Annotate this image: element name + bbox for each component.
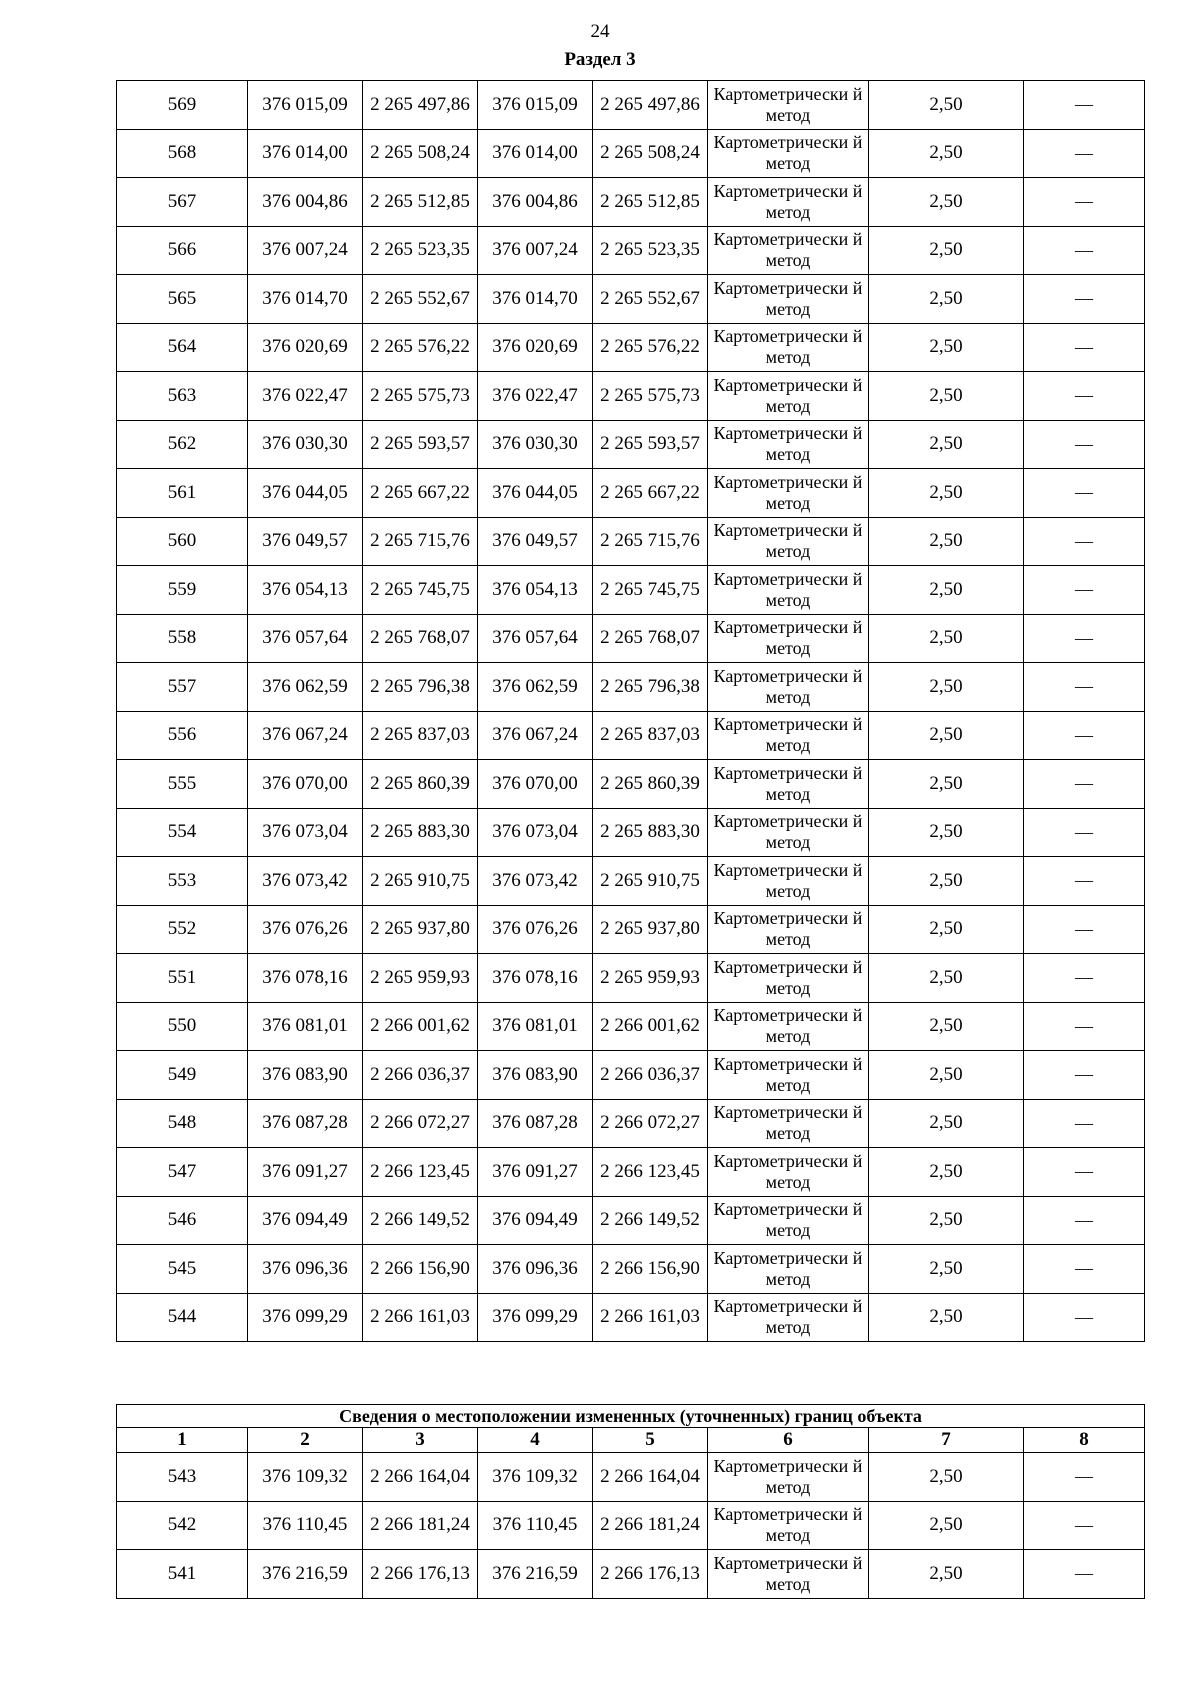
x-old-cell: 376 096,36 bbox=[248, 1245, 363, 1294]
point-number-cell: 547 bbox=[117, 1148, 248, 1197]
method-cell: Картометрически й метод bbox=[708, 1453, 869, 1502]
y-new-cell: 2 266 001,62 bbox=[593, 1002, 708, 1051]
x-old-cell: 376 062,59 bbox=[248, 663, 363, 712]
point-number-cell: 560 bbox=[117, 517, 248, 566]
table-row bbox=[117, 81, 1145, 130]
y-old-cell: 2 265 937,80 bbox=[363, 905, 478, 954]
x-new-cell: 376 070,00 bbox=[478, 760, 593, 809]
y-new-cell: 2 266 164,04 bbox=[593, 1453, 708, 1502]
accuracy-cell: 2,50 bbox=[869, 1293, 1024, 1342]
y-new-cell: 2 265 593,57 bbox=[593, 420, 708, 469]
x-new-cell: 376 014,00 bbox=[478, 129, 593, 178]
method-cell: Картометрически й метод bbox=[708, 1245, 869, 1294]
y-new-cell: 2 266 176,13 bbox=[593, 1550, 708, 1599]
table-row bbox=[117, 760, 1145, 809]
description-cell: — bbox=[1024, 1002, 1145, 1051]
table-row bbox=[117, 663, 1145, 712]
accuracy-cell: 2,50 bbox=[869, 1501, 1024, 1550]
point-number-cell: 569 bbox=[117, 81, 248, 130]
y-old-cell: 2 265 768,07 bbox=[363, 614, 478, 663]
point-number-cell: 545 bbox=[117, 1245, 248, 1294]
column-header: 5 bbox=[593, 1428, 708, 1453]
description-cell: — bbox=[1024, 226, 1145, 275]
point-number-cell: 550 bbox=[117, 1002, 248, 1051]
y-old-cell: 2 266 164,04 bbox=[363, 1453, 478, 1502]
x-new-cell: 376 020,69 bbox=[478, 323, 593, 372]
y-old-cell: 2 265 745,75 bbox=[363, 566, 478, 615]
y-old-cell: 2 265 796,38 bbox=[363, 663, 478, 712]
x-old-cell: 376 007,24 bbox=[248, 226, 363, 275]
table-row bbox=[117, 1002, 1145, 1051]
description-cell: — bbox=[1024, 1293, 1145, 1342]
accuracy-cell: 2,50 bbox=[869, 566, 1024, 615]
point-number-cell: 556 bbox=[117, 711, 248, 760]
method-cell: Картометрически й метод bbox=[708, 226, 869, 275]
page-number: 24 bbox=[590, 21, 610, 42]
x-new-cell: 376 073,04 bbox=[478, 808, 593, 857]
y-old-cell: 2 265 910,75 bbox=[363, 857, 478, 906]
method-cell: Картометрически й метод bbox=[708, 566, 869, 615]
x-old-cell: 376 022,47 bbox=[248, 372, 363, 421]
table-row bbox=[117, 905, 1145, 954]
accuracy-cell: 2,50 bbox=[869, 760, 1024, 809]
x-old-cell: 376 094,49 bbox=[248, 1196, 363, 1245]
y-old-cell: 2 265 576,22 bbox=[363, 323, 478, 372]
point-number-cell: 549 bbox=[117, 1051, 248, 1100]
column-header: 6 bbox=[708, 1428, 869, 1453]
y-old-cell: 2 265 715,76 bbox=[363, 517, 478, 566]
column-header: 2 bbox=[248, 1428, 363, 1453]
x-old-cell: 376 076,26 bbox=[248, 905, 363, 954]
y-new-cell: 2 265 523,35 bbox=[593, 226, 708, 275]
table-row bbox=[117, 178, 1145, 227]
method-cell: Картометрически й метод bbox=[708, 469, 869, 518]
accuracy-cell: 2,50 bbox=[869, 1002, 1024, 1051]
x-old-cell: 376 030,30 bbox=[248, 420, 363, 469]
y-new-cell: 2 266 072,27 bbox=[593, 1099, 708, 1148]
method-cell: Картометрически й метод bbox=[708, 614, 869, 663]
x-old-cell: 376 110,45 bbox=[248, 1501, 363, 1550]
y-old-cell: 2 266 123,45 bbox=[363, 1148, 478, 1197]
description-cell: — bbox=[1024, 129, 1145, 178]
y-new-cell: 2 265 837,03 bbox=[593, 711, 708, 760]
point-number-cell: 542 bbox=[117, 1501, 248, 1550]
table-row bbox=[117, 808, 1145, 857]
y-new-cell: 2 265 745,75 bbox=[593, 566, 708, 615]
accuracy-cell: 2,50 bbox=[869, 372, 1024, 421]
description-cell: — bbox=[1024, 711, 1145, 760]
x-new-cell: 376 078,16 bbox=[478, 954, 593, 1003]
description-cell: — bbox=[1024, 372, 1145, 421]
x-new-cell: 376 081,01 bbox=[478, 1002, 593, 1051]
x-old-cell: 376 087,28 bbox=[248, 1099, 363, 1148]
x-new-cell: 376 015,09 bbox=[478, 81, 593, 130]
x-old-cell: 376 057,64 bbox=[248, 614, 363, 663]
table-row bbox=[117, 1453, 1145, 1502]
y-old-cell: 2 265 883,30 bbox=[363, 808, 478, 857]
accuracy-cell: 2,50 bbox=[869, 808, 1024, 857]
description-cell: — bbox=[1024, 178, 1145, 227]
y-new-cell: 2 265 959,93 bbox=[593, 954, 708, 1003]
method-cell: Картометрически й метод bbox=[708, 808, 869, 857]
table-row bbox=[117, 1550, 1145, 1599]
point-number-cell: 554 bbox=[117, 808, 248, 857]
x-new-cell: 376 062,59 bbox=[478, 663, 593, 712]
y-new-cell: 2 265 860,39 bbox=[593, 760, 708, 809]
method-cell: Картометрически й метод bbox=[708, 81, 869, 130]
x-old-cell: 376 044,05 bbox=[248, 469, 363, 518]
point-number-cell: 568 bbox=[117, 129, 248, 178]
x-new-cell: 376 091,27 bbox=[478, 1148, 593, 1197]
method-cell: Картометрически й метод bbox=[708, 1051, 869, 1100]
method-cell: Картометрически й метод bbox=[708, 711, 869, 760]
y-new-cell: 2 266 149,52 bbox=[593, 1196, 708, 1245]
accuracy-cell: 2,50 bbox=[869, 469, 1024, 518]
x-old-cell: 376 109,32 bbox=[248, 1453, 363, 1502]
y-new-cell: 2 265 796,38 bbox=[593, 663, 708, 712]
accuracy-cell: 2,50 bbox=[869, 129, 1024, 178]
y-old-cell: 2 266 036,37 bbox=[363, 1051, 478, 1100]
column-header: 8 bbox=[1024, 1428, 1145, 1453]
method-cell: Картометрически й метод bbox=[708, 1293, 869, 1342]
table-header-row bbox=[117, 1428, 1145, 1453]
y-new-cell: 2 265 883,30 bbox=[593, 808, 708, 857]
table-row bbox=[117, 1501, 1145, 1550]
point-number-cell: 562 bbox=[117, 420, 248, 469]
description-cell: — bbox=[1024, 857, 1145, 906]
method-cell: Картометрически й метод bbox=[708, 760, 869, 809]
accuracy-cell: 2,50 bbox=[869, 663, 1024, 712]
description-cell: — bbox=[1024, 275, 1145, 324]
description-cell: — bbox=[1024, 1501, 1145, 1550]
column-header: 4 bbox=[478, 1428, 593, 1453]
x-old-cell: 376 067,24 bbox=[248, 711, 363, 760]
x-old-cell: 376 091,27 bbox=[248, 1148, 363, 1197]
y-old-cell: 2 265 959,93 bbox=[363, 954, 478, 1003]
table-row bbox=[117, 372, 1145, 421]
accuracy-cell: 2,50 bbox=[869, 420, 1024, 469]
x-old-cell: 376 015,09 bbox=[248, 81, 363, 130]
point-number-cell: 555 bbox=[117, 760, 248, 809]
y-new-cell: 2 266 181,24 bbox=[593, 1501, 708, 1550]
x-new-cell: 376 057,64 bbox=[478, 614, 593, 663]
x-new-cell: 376 216,59 bbox=[478, 1550, 593, 1599]
accuracy-cell: 2,50 bbox=[869, 178, 1024, 227]
method-cell: Картометрически й метод bbox=[708, 905, 869, 954]
x-new-cell: 376 044,05 bbox=[478, 469, 593, 518]
y-old-cell: 2 265 667,22 bbox=[363, 469, 478, 518]
y-new-cell: 2 266 161,03 bbox=[593, 1293, 708, 1342]
x-new-cell: 376 109,32 bbox=[478, 1453, 593, 1502]
description-cell: — bbox=[1024, 1148, 1145, 1197]
x-old-cell: 376 054,13 bbox=[248, 566, 363, 615]
y-old-cell: 2 266 161,03 bbox=[363, 1293, 478, 1342]
point-number-cell: 558 bbox=[117, 614, 248, 663]
description-cell: — bbox=[1024, 469, 1145, 518]
y-new-cell: 2 265 512,85 bbox=[593, 178, 708, 227]
table-row bbox=[117, 323, 1145, 372]
accuracy-cell: 2,50 bbox=[869, 275, 1024, 324]
method-cell: Картометрически й метод bbox=[708, 1550, 869, 1599]
method-cell: Картометрически й метод bbox=[708, 1099, 869, 1148]
point-number-cell: 557 bbox=[117, 663, 248, 712]
y-new-cell: 2 265 715,76 bbox=[593, 517, 708, 566]
description-cell: — bbox=[1024, 760, 1145, 809]
y-old-cell: 2 266 001,62 bbox=[363, 1002, 478, 1051]
table-row bbox=[117, 1245, 1145, 1294]
x-new-cell: 376 067,24 bbox=[478, 711, 593, 760]
x-new-cell: 376 083,90 bbox=[478, 1051, 593, 1100]
description-cell: — bbox=[1024, 420, 1145, 469]
method-cell: Картометрически й метод bbox=[708, 1501, 869, 1550]
table-caption: Сведения о местоположении измененных (уточненных) границ объекта bbox=[117, 1405, 1145, 1428]
method-cell: Картометрически й метод bbox=[708, 129, 869, 178]
description-cell: — bbox=[1024, 1051, 1145, 1100]
coordinates-table-bottom bbox=[116, 1404, 1145, 1599]
y-new-cell: 2 266 036,37 bbox=[593, 1051, 708, 1100]
y-new-cell: 2 265 910,75 bbox=[593, 857, 708, 906]
accuracy-cell: 2,50 bbox=[869, 1099, 1024, 1148]
x-new-cell: 376 014,70 bbox=[478, 275, 593, 324]
point-number-cell: 567 bbox=[117, 178, 248, 227]
accuracy-cell: 2,50 bbox=[869, 1051, 1024, 1100]
method-cell: Картометрически й метод bbox=[708, 275, 869, 324]
section-title: Раздел 3 bbox=[564, 49, 636, 70]
x-old-cell: 376 073,04 bbox=[248, 808, 363, 857]
table-caption-row bbox=[117, 1405, 1145, 1428]
y-old-cell: 2 265 860,39 bbox=[363, 760, 478, 809]
x-old-cell: 376 014,00 bbox=[248, 129, 363, 178]
accuracy-cell: 2,50 bbox=[869, 1245, 1024, 1294]
y-new-cell: 2 265 552,67 bbox=[593, 275, 708, 324]
point-number-cell: 563 bbox=[117, 372, 248, 421]
x-new-cell: 376 030,30 bbox=[478, 420, 593, 469]
description-cell: — bbox=[1024, 517, 1145, 566]
x-new-cell: 376 007,24 bbox=[478, 226, 593, 275]
method-cell: Картометрически й метод bbox=[708, 1148, 869, 1197]
x-old-cell: 376 014,70 bbox=[248, 275, 363, 324]
y-new-cell: 2 265 508,24 bbox=[593, 129, 708, 178]
x-new-cell: 376 110,45 bbox=[478, 1501, 593, 1550]
description-cell: — bbox=[1024, 905, 1145, 954]
method-cell: Картометрически й метод bbox=[708, 178, 869, 227]
column-header: 1 bbox=[117, 1428, 248, 1453]
method-cell: Картометрически й метод bbox=[708, 1002, 869, 1051]
table-row bbox=[117, 1196, 1145, 1245]
table-row bbox=[117, 857, 1145, 906]
y-old-cell: 2 266 181,24 bbox=[363, 1501, 478, 1550]
y-new-cell: 2 265 575,73 bbox=[593, 372, 708, 421]
description-cell: — bbox=[1024, 1453, 1145, 1502]
point-number-cell: 541 bbox=[117, 1550, 248, 1599]
accuracy-cell: 2,50 bbox=[869, 323, 1024, 372]
description-cell: — bbox=[1024, 81, 1145, 130]
description-cell: — bbox=[1024, 1196, 1145, 1245]
x-old-cell: 376 073,42 bbox=[248, 857, 363, 906]
description-cell: — bbox=[1024, 1099, 1145, 1148]
x-old-cell: 376 020,69 bbox=[248, 323, 363, 372]
method-cell: Картометрически й метод bbox=[708, 857, 869, 906]
accuracy-cell: 2,50 bbox=[869, 517, 1024, 566]
y-old-cell: 2 265 837,03 bbox=[363, 711, 478, 760]
point-number-cell: 546 bbox=[117, 1196, 248, 1245]
point-number-cell: 551 bbox=[117, 954, 248, 1003]
point-number-cell: 566 bbox=[117, 226, 248, 275]
description-cell: — bbox=[1024, 614, 1145, 663]
y-old-cell: 2 265 497,86 bbox=[363, 81, 478, 130]
point-number-cell: 543 bbox=[117, 1453, 248, 1502]
y-old-cell: 2 266 072,27 bbox=[363, 1099, 478, 1148]
accuracy-cell: 2,50 bbox=[869, 1550, 1024, 1599]
x-old-cell: 376 099,29 bbox=[248, 1293, 363, 1342]
x-old-cell: 376 004,86 bbox=[248, 178, 363, 227]
accuracy-cell: 2,50 bbox=[869, 1453, 1024, 1502]
accuracy-cell: 2,50 bbox=[869, 954, 1024, 1003]
x-new-cell: 376 096,36 bbox=[478, 1245, 593, 1294]
y-old-cell: 2 265 552,67 bbox=[363, 275, 478, 324]
x-new-cell: 376 022,47 bbox=[478, 372, 593, 421]
table-row bbox=[117, 1148, 1145, 1197]
description-cell: — bbox=[1024, 1245, 1145, 1294]
method-cell: Картометрически й метод bbox=[708, 517, 869, 566]
x-new-cell: 376 054,13 bbox=[478, 566, 593, 615]
table-row bbox=[117, 1099, 1145, 1148]
table-row bbox=[117, 1293, 1145, 1342]
point-number-cell: 544 bbox=[117, 1293, 248, 1342]
y-new-cell: 2 266 156,90 bbox=[593, 1245, 708, 1294]
y-new-cell: 2 265 576,22 bbox=[593, 323, 708, 372]
description-cell: — bbox=[1024, 566, 1145, 615]
table-row bbox=[117, 469, 1145, 518]
y-new-cell: 2 265 768,07 bbox=[593, 614, 708, 663]
table-row bbox=[117, 420, 1145, 469]
description-cell: — bbox=[1024, 663, 1145, 712]
column-header: 3 bbox=[363, 1428, 478, 1453]
method-cell: Картометрически й метод bbox=[708, 663, 869, 712]
accuracy-cell: 2,50 bbox=[869, 1196, 1024, 1245]
accuracy-cell: 2,50 bbox=[869, 81, 1024, 130]
y-old-cell: 2 265 508,24 bbox=[363, 129, 478, 178]
accuracy-cell: 2,50 bbox=[869, 905, 1024, 954]
y-old-cell: 2 265 575,73 bbox=[363, 372, 478, 421]
table-row bbox=[117, 711, 1145, 760]
method-cell: Картометрически й метод bbox=[708, 954, 869, 1003]
y-new-cell: 2 266 123,45 bbox=[593, 1148, 708, 1197]
x-old-cell: 376 083,90 bbox=[248, 1051, 363, 1100]
x-new-cell: 376 004,86 bbox=[478, 178, 593, 227]
x-new-cell: 376 087,28 bbox=[478, 1099, 593, 1148]
accuracy-cell: 2,50 bbox=[869, 711, 1024, 760]
table-row bbox=[117, 226, 1145, 275]
x-new-cell: 376 099,29 bbox=[478, 1293, 593, 1342]
y-old-cell: 2 266 176,13 bbox=[363, 1550, 478, 1599]
x-new-cell: 376 094,49 bbox=[478, 1196, 593, 1245]
description-cell: — bbox=[1024, 1550, 1145, 1599]
method-cell: Картометрически й метод bbox=[708, 1196, 869, 1245]
table-row bbox=[117, 129, 1145, 178]
y-new-cell: 2 265 667,22 bbox=[593, 469, 708, 518]
column-header: 7 bbox=[869, 1428, 1024, 1453]
y-old-cell: 2 265 593,57 bbox=[363, 420, 478, 469]
point-number-cell: 548 bbox=[117, 1099, 248, 1148]
description-cell: — bbox=[1024, 808, 1145, 857]
y-old-cell: 2 266 156,90 bbox=[363, 1245, 478, 1294]
x-old-cell: 376 078,16 bbox=[248, 954, 363, 1003]
point-number-cell: 559 bbox=[117, 566, 248, 615]
x-old-cell: 376 216,59 bbox=[248, 1550, 363, 1599]
point-number-cell: 552 bbox=[117, 905, 248, 954]
accuracy-cell: 2,50 bbox=[869, 857, 1024, 906]
table-row bbox=[117, 275, 1145, 324]
accuracy-cell: 2,50 bbox=[869, 614, 1024, 663]
table-row bbox=[117, 954, 1145, 1003]
accuracy-cell: 2,50 bbox=[869, 226, 1024, 275]
table-row bbox=[117, 1051, 1145, 1100]
point-number-cell: 565 bbox=[117, 275, 248, 324]
x-old-cell: 376 081,01 bbox=[248, 1002, 363, 1051]
x-old-cell: 376 049,57 bbox=[248, 517, 363, 566]
x-new-cell: 376 073,42 bbox=[478, 857, 593, 906]
point-number-cell: 553 bbox=[117, 857, 248, 906]
accuracy-cell: 2,50 bbox=[869, 1148, 1024, 1197]
table-row bbox=[117, 614, 1145, 663]
coordinates-table-top bbox=[116, 80, 1145, 1342]
x-new-cell: 376 049,57 bbox=[478, 517, 593, 566]
method-cell: Картометрически й метод bbox=[708, 420, 869, 469]
method-cell: Картометрически й метод bbox=[708, 323, 869, 372]
x-old-cell: 376 070,00 bbox=[248, 760, 363, 809]
description-cell: — bbox=[1024, 323, 1145, 372]
method-cell: Картометрически й метод bbox=[708, 372, 869, 421]
table-row bbox=[117, 517, 1145, 566]
table-row bbox=[117, 566, 1145, 615]
y-old-cell: 2 265 512,85 bbox=[363, 178, 478, 227]
y-old-cell: 2 266 149,52 bbox=[363, 1196, 478, 1245]
description-cell: — bbox=[1024, 954, 1145, 1003]
point-number-cell: 564 bbox=[117, 323, 248, 372]
x-new-cell: 376 076,26 bbox=[478, 905, 593, 954]
y-new-cell: 2 265 497,86 bbox=[593, 81, 708, 130]
point-number-cell: 561 bbox=[117, 469, 248, 518]
y-new-cell: 2 265 937,80 bbox=[593, 905, 708, 954]
y-old-cell: 2 265 523,35 bbox=[363, 226, 478, 275]
